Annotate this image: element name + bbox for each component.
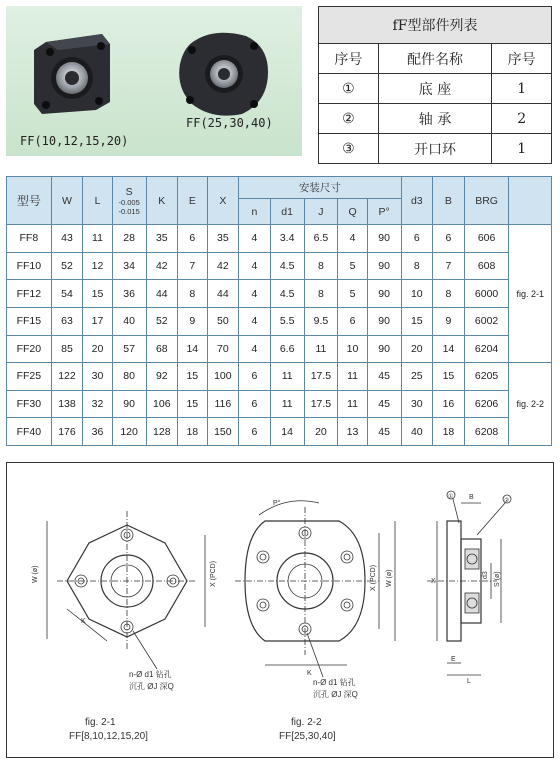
part-name: 轴 承 <box>378 104 492 134</box>
value-cell: 3.4 <box>270 225 304 253</box>
value-cell: 8 <box>433 280 465 308</box>
value-cell: 138 <box>51 390 83 418</box>
col-S-label: S <box>125 185 133 198</box>
col-n: n <box>239 199 271 225</box>
model-cell: FF8 <box>7 225 52 253</box>
value-cell: 40 <box>112 307 146 335</box>
value-cell: 90 <box>367 252 401 280</box>
value-cell: 8 <box>401 252 433 280</box>
value-cell: 4 <box>239 225 271 253</box>
value-cell: 7 <box>178 252 207 280</box>
value-cell: 9 <box>178 307 207 335</box>
col-J: J <box>304 199 338 225</box>
value-cell: 11 <box>338 390 367 418</box>
spec-row <box>7 390 552 418</box>
hole-note-2b: 沉孔 ØJ 深Q <box>313 690 358 699</box>
col-L: L <box>83 177 112 225</box>
dim-K2-label: K <box>307 670 312 677</box>
spec-row <box>7 335 552 363</box>
value-cell: 4 <box>239 307 271 335</box>
value-cell: 10 <box>401 280 433 308</box>
right-photo-caption: FF(25,30,40) <box>186 116 273 130</box>
value-cell: 20 <box>83 335 112 363</box>
value-cell: 6 <box>239 418 271 446</box>
value-cell: 9 <box>433 307 465 335</box>
square-flange-housing-image <box>34 34 110 114</box>
value-cell: 6.5 <box>304 225 338 253</box>
value-cell: 43 <box>51 225 83 253</box>
parts-table-header <box>319 44 552 74</box>
value-cell: 4 <box>239 335 271 363</box>
col-B: B <box>433 177 465 225</box>
value-cell: 8 <box>304 252 338 280</box>
value-cell: 18 <box>433 418 465 446</box>
spec-table-body <box>7 225 552 446</box>
value-cell: 44 <box>207 280 239 308</box>
value-cell: 4 <box>239 252 271 280</box>
dim-B-label: B <box>469 494 474 501</box>
dim-X-label: X (PCD) <box>210 560 217 587</box>
value-cell: 68 <box>146 335 178 363</box>
col-K: K <box>146 177 178 225</box>
value-cell: 44 <box>146 280 178 308</box>
header-qty: 序号 <box>492 44 552 74</box>
value-cell: 15 <box>178 363 207 391</box>
value-cell: 45 <box>367 418 401 446</box>
spec-row <box>7 225 552 253</box>
value-cell: 6000 <box>464 280 509 308</box>
value-cell: 6208 <box>464 418 509 446</box>
dim-X2-label: X (PCD) <box>370 564 377 591</box>
fig-2-2-label: fig. 2-2 <box>291 717 322 728</box>
value-cell: 106 <box>146 390 178 418</box>
part-name: 底 座 <box>378 74 492 104</box>
spec-row <box>7 418 552 446</box>
dimension-spec-table <box>6 176 552 446</box>
dim-P-label: P° <box>273 500 281 507</box>
value-cell: 50 <box>207 307 239 335</box>
value-cell: 35 <box>207 225 239 253</box>
hole-note-1a: n-Ø d1 钻孔 <box>129 670 172 679</box>
value-cell: 5.5 <box>270 307 304 335</box>
model-cell: FF12 <box>7 280 52 308</box>
dim-Xs-label: X <box>431 578 436 585</box>
parts-row <box>319 134 552 164</box>
dim-K-label: K <box>81 618 86 625</box>
col-model: 型号 <box>7 177 52 225</box>
value-cell: 70 <box>207 335 239 363</box>
col-W: W <box>51 177 83 225</box>
spec-row <box>7 363 552 391</box>
col-X: X <box>207 177 239 225</box>
value-cell: 42 <box>146 252 178 280</box>
value-cell: 90 <box>367 280 401 308</box>
value-cell: 20 <box>304 418 338 446</box>
value-cell: 5 <box>338 280 367 308</box>
value-cell: 30 <box>401 390 433 418</box>
header-part-name: 配件名称 <box>378 44 492 74</box>
product-photo <box>6 6 302 156</box>
value-cell: 116 <box>207 390 239 418</box>
value-cell: 15 <box>433 363 465 391</box>
value-cell: 9.5 <box>304 307 338 335</box>
value-cell: 6 <box>239 363 271 391</box>
value-cell: 6002 <box>464 307 509 335</box>
col-S-tol-upper: -0.005 <box>118 197 140 207</box>
col-S-tol-lower: -0.015 <box>118 206 140 216</box>
value-cell: 100 <box>207 363 239 391</box>
value-cell: 52 <box>51 252 83 280</box>
value-cell: 4 <box>338 225 367 253</box>
value-cell: 80 <box>112 363 146 391</box>
value-cell: 6.6 <box>270 335 304 363</box>
value-cell: 15 <box>83 280 112 308</box>
value-cell: 6 <box>239 390 271 418</box>
left-photo-caption: FF(10,12,15,20) <box>20 134 129 148</box>
value-cell: 32 <box>83 390 112 418</box>
spec-row <box>7 252 552 280</box>
fig-reference-cell: fig. 2-2 <box>509 363 552 446</box>
value-cell: 17.5 <box>304 363 338 391</box>
hole-note-2a: n-Ø d1 钻孔 <box>313 678 356 687</box>
fig-reference-cell: fig. 2-1 <box>509 225 552 363</box>
col-install-group: 安装尺寸 <box>239 177 401 199</box>
value-cell: 176 <box>51 418 83 446</box>
model-cell: FF40 <box>7 418 52 446</box>
value-cell: 6205 <box>464 363 509 391</box>
dim-E-label: E <box>451 656 456 663</box>
dim-S-label: S (ø) <box>494 571 501 587</box>
spec-row <box>7 307 552 335</box>
part-qty: 1 <box>492 74 552 104</box>
part-no: ③ <box>319 134 379 164</box>
dim-L-label: L <box>467 678 471 685</box>
part-no: ② <box>319 104 379 134</box>
value-cell: 8 <box>304 280 338 308</box>
col-fig <box>509 177 552 225</box>
col-d1: d1 <box>270 199 304 225</box>
value-cell: 606 <box>464 225 509 253</box>
value-cell: 57 <box>112 335 146 363</box>
parts-row <box>319 74 552 104</box>
callout-1: ① <box>448 494 454 500</box>
value-cell: 150 <box>207 418 239 446</box>
value-cell: 10 <box>338 335 367 363</box>
model-cell: FF20 <box>7 335 52 363</box>
value-cell: 122 <box>51 363 83 391</box>
parts-row <box>319 104 552 134</box>
value-cell: 608 <box>464 252 509 280</box>
value-cell: 20 <box>401 335 433 363</box>
value-cell: 92 <box>146 363 178 391</box>
value-cell: 4.5 <box>270 280 304 308</box>
value-cell: 34 <box>112 252 146 280</box>
dim-W-label: W (ø) <box>32 565 39 583</box>
value-cell: 11 <box>338 363 367 391</box>
header-no: 序号 <box>319 44 379 74</box>
value-cell: 12 <box>83 252 112 280</box>
technical-drawing <box>7 463 553 757</box>
value-cell: 90 <box>367 307 401 335</box>
value-cell: 45 <box>367 390 401 418</box>
value-cell: 6204 <box>464 335 509 363</box>
col-Q: Q <box>338 199 367 225</box>
value-cell: 17.5 <box>304 390 338 418</box>
value-cell: 17 <box>83 307 112 335</box>
round-flange-housing-image <box>179 33 268 116</box>
value-cell: 15 <box>401 307 433 335</box>
value-cell: 11 <box>270 390 304 418</box>
value-cell: 6 <box>401 225 433 253</box>
dim-d3-label: d3 <box>482 571 489 579</box>
spec-row <box>7 280 552 308</box>
value-cell: 5 <box>338 252 367 280</box>
value-cell: 6 <box>433 225 465 253</box>
value-cell: 25 <box>401 363 433 391</box>
value-cell: 42 <box>207 252 239 280</box>
value-cell: 14 <box>270 418 304 446</box>
value-cell: 52 <box>146 307 178 335</box>
value-cell: 6 <box>338 307 367 335</box>
value-cell: 90 <box>367 335 401 363</box>
value-cell: 16 <box>433 390 465 418</box>
value-cell: 128 <box>146 418 178 446</box>
value-cell: 14 <box>178 335 207 363</box>
value-cell: 14 <box>433 335 465 363</box>
value-cell: 85 <box>51 335 83 363</box>
col-d3: d3 <box>401 177 433 225</box>
model-cell: FF30 <box>7 390 52 418</box>
value-cell: 36 <box>83 418 112 446</box>
fig-2-2-models: FF[25,30,40] <box>279 731 336 742</box>
value-cell: 8 <box>178 280 207 308</box>
callout-2: ② <box>504 498 510 504</box>
parts-list-table <box>318 6 552 164</box>
value-cell: 90 <box>112 390 146 418</box>
model-cell: FF10 <box>7 252 52 280</box>
parts-table-title: fF型部件列表 <box>319 7 552 44</box>
fig-2-1-drawing <box>47 511 205 669</box>
value-cell: 6206 <box>464 390 509 418</box>
part-no: ① <box>319 74 379 104</box>
value-cell: 28 <box>112 225 146 253</box>
value-cell: 15 <box>178 390 207 418</box>
part-qty: 2 <box>492 104 552 134</box>
value-cell: 54 <box>51 280 83 308</box>
value-cell: 18 <box>178 418 207 446</box>
model-cell: FF25 <box>7 363 52 391</box>
value-cell: 6 <box>178 225 207 253</box>
value-cell: 11 <box>270 363 304 391</box>
fig-2-1-models: FF[8,10,12,15,20] <box>69 731 148 742</box>
col-P: P° <box>367 199 401 225</box>
part-name: 开口环 <box>378 134 492 164</box>
value-cell: 90 <box>367 225 401 253</box>
value-cell: 63 <box>51 307 83 335</box>
value-cell: 4.5 <box>270 252 304 280</box>
hole-note-1b: 沉孔 ØJ 深Q <box>129 682 174 691</box>
value-cell: 120 <box>112 418 146 446</box>
value-cell: 11 <box>304 335 338 363</box>
value-cell: 36 <box>112 280 146 308</box>
part-qty: 1 <box>492 134 552 164</box>
value-cell: 30 <box>83 363 112 391</box>
col-S <box>112 177 146 225</box>
dim-W2-label: W (ø) <box>386 569 393 587</box>
value-cell: 45 <box>367 363 401 391</box>
technical-drawing-panel <box>6 462 554 758</box>
value-cell: 35 <box>146 225 178 253</box>
col-E: E <box>178 177 207 225</box>
value-cell: 4 <box>239 280 271 308</box>
value-cell: 40 <box>401 418 433 446</box>
col-BRG: BRG <box>464 177 509 225</box>
fig-2-1-label: fig. 2-1 <box>85 717 116 728</box>
value-cell: 7 <box>433 252 465 280</box>
model-cell: FF15 <box>7 307 52 335</box>
value-cell: 13 <box>338 418 367 446</box>
value-cell: 11 <box>83 225 112 253</box>
